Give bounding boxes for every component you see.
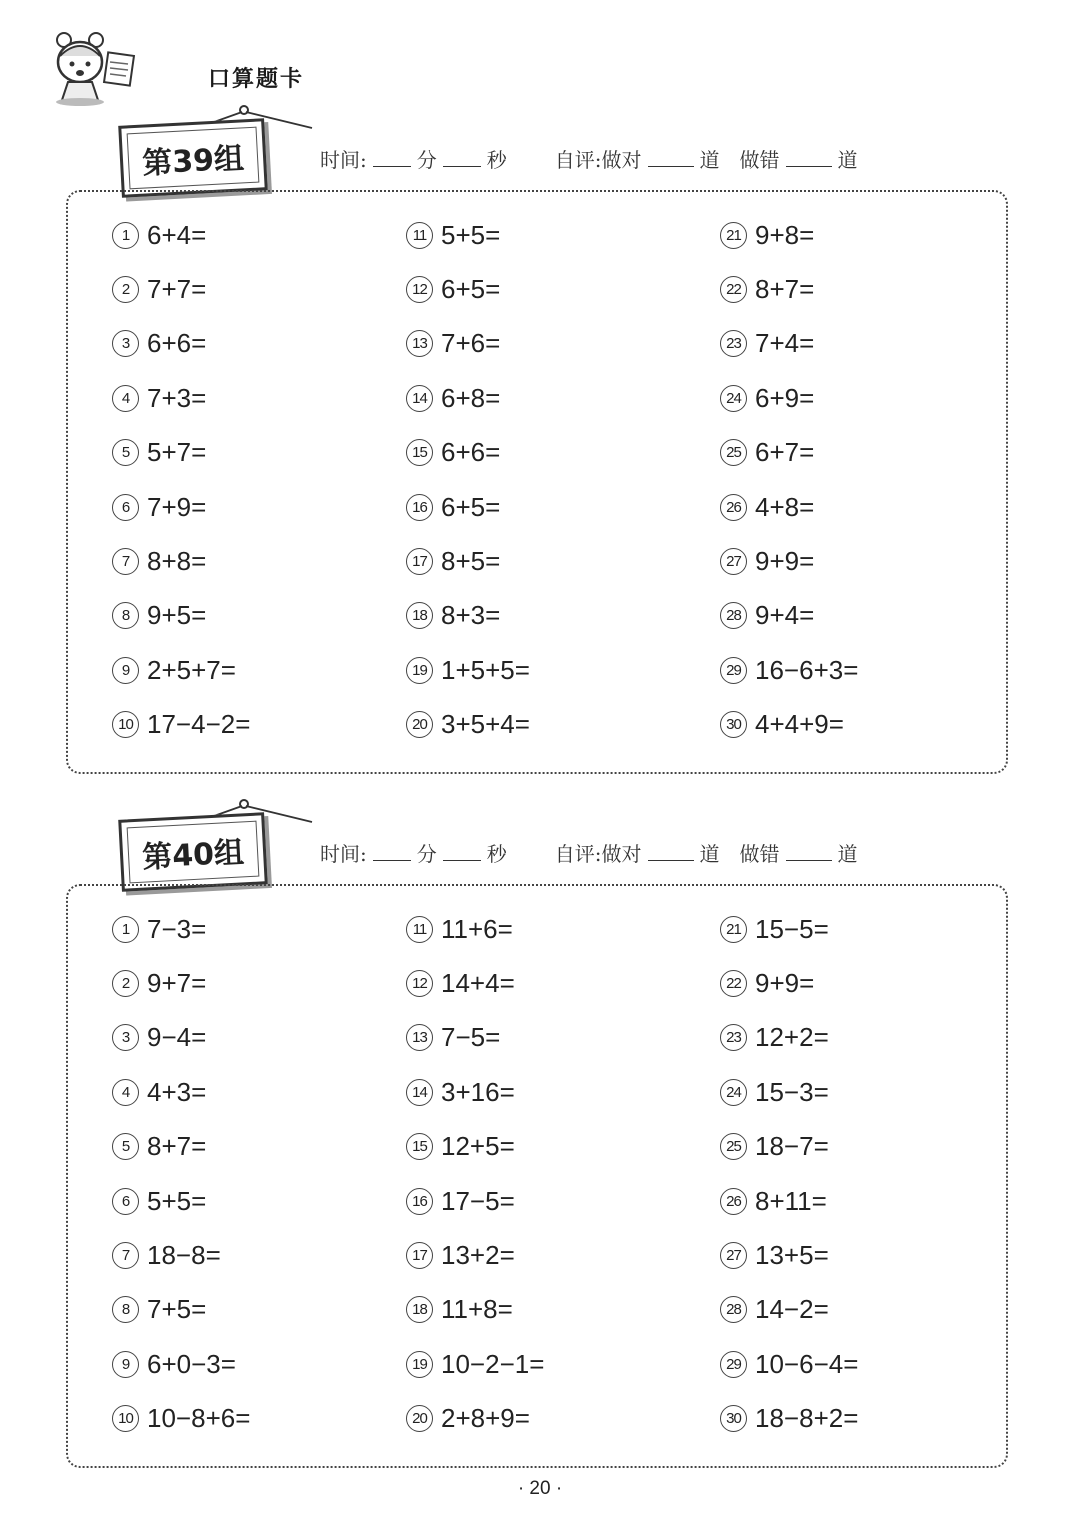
problem-number: 1	[112, 916, 139, 943]
problem-item	[406, 1065, 544, 1119]
wrong-label: 做错	[739, 842, 780, 866]
problem-expression: 4+8=	[755, 491, 815, 522]
problem-item	[720, 902, 858, 956]
problem-item	[720, 262, 858, 316]
problem-item	[406, 1283, 544, 1337]
problem-number: 29	[720, 1351, 747, 1378]
problem-item	[406, 1120, 544, 1174]
problem-number: 6	[112, 494, 139, 521]
problem-number: 16	[406, 494, 433, 521]
problem-column	[406, 208, 530, 752]
problem-expression: 4+3=	[147, 1076, 207, 1107]
problem-expression: 18−8=	[147, 1240, 221, 1271]
problem-item	[720, 643, 858, 697]
problem-number: 16	[406, 1188, 433, 1215]
self-eval-label: 自评:做对	[554, 842, 642, 866]
problem-expression: 11+8=	[441, 1294, 513, 1325]
problem-number: 5	[112, 439, 139, 466]
problem-expression: 7+7=	[147, 274, 207, 305]
problem-expression: 12+2=	[755, 1022, 829, 1053]
unit-label: 道	[699, 148, 720, 172]
problem-number: 15	[406, 439, 433, 466]
problem-expression: 4+4+9=	[755, 709, 844, 740]
problem-item	[406, 426, 530, 480]
problem-number: 10	[112, 1405, 139, 1432]
problem-item	[720, 208, 858, 262]
problem-expression: 8+3=	[441, 600, 501, 631]
problem-number: 2	[112, 970, 139, 997]
problem-item	[112, 371, 250, 425]
problem-number: 5	[112, 1133, 139, 1160]
problem-expression: 8+5=	[441, 546, 501, 577]
problem-item	[720, 317, 858, 371]
problem-number: 9	[112, 1351, 139, 1378]
problem-expression: 6+9=	[755, 382, 815, 413]
problem-column	[720, 902, 858, 1446]
seconds-blank[interactable]	[443, 844, 481, 861]
problem-item	[406, 1337, 544, 1391]
problem-number: 19	[406, 657, 433, 684]
problem-expression: 18−8+2=	[755, 1403, 859, 1434]
problem-item	[406, 262, 530, 316]
problem-expression: 2+5+7=	[147, 654, 236, 685]
problem-number: 22	[720, 276, 747, 303]
problem-item	[720, 1283, 858, 1337]
problem-expression: 17−5=	[441, 1185, 515, 1216]
problem-item	[406, 643, 530, 697]
time-label: 时间:	[320, 842, 367, 866]
problem-column	[112, 208, 250, 752]
problem-expression: 9+5=	[147, 600, 207, 631]
problem-item	[112, 1392, 250, 1446]
problem-column	[720, 208, 858, 752]
problem-item	[406, 480, 530, 534]
unit-label: 道	[699, 842, 720, 866]
page-number: · 20 ·	[517, 1478, 563, 1499]
problem-item	[406, 1011, 544, 1065]
problem-number: 14	[406, 1079, 433, 1106]
problem-item	[112, 1337, 250, 1391]
problem-expression: 12+5=	[441, 1131, 515, 1162]
problem-number: 6	[112, 1188, 139, 1215]
problem-number: 4	[112, 1079, 139, 1106]
problem-item	[112, 1283, 250, 1337]
problem-expression: 6+5=	[441, 274, 501, 305]
problem-item	[112, 317, 250, 371]
unit-label: 道	[837, 148, 858, 172]
group-title: 第39组	[127, 127, 260, 190]
problem-expression: 9+9=	[755, 546, 815, 577]
problem-expression: 8+11=	[755, 1185, 827, 1216]
problem-expression: 2+8+9=	[441, 1403, 530, 1434]
problem-expression: 6+8=	[441, 382, 501, 413]
problem-expression: 7+5=	[147, 1294, 207, 1325]
problem-item	[406, 1392, 544, 1446]
problem-number: 27	[720, 548, 747, 575]
time-label: 时间:	[320, 148, 367, 172]
problem-number: 11	[406, 916, 433, 943]
problem-number: 23	[720, 330, 747, 357]
problem-expression: 6+6=	[441, 437, 501, 468]
problem-item	[720, 480, 858, 534]
problem-item	[720, 698, 858, 752]
problem-number: 17	[406, 1242, 433, 1269]
problem-number: 21	[720, 222, 747, 249]
problem-expression: 6+0−3=	[147, 1348, 236, 1379]
problem-item	[112, 643, 250, 697]
girl-holding-card-icon	[48, 28, 140, 108]
problem-item	[720, 1120, 858, 1174]
problem-expression: 9−4=	[147, 1022, 207, 1053]
problem-number: 24	[720, 385, 747, 412]
problem-expression: 7−5=	[441, 1022, 501, 1053]
problem-item	[112, 208, 250, 262]
problem-number: 21	[720, 916, 747, 943]
problem-number: 23	[720, 1024, 747, 1051]
problem-number: 2	[112, 276, 139, 303]
problem-expression: 9+8=	[755, 219, 815, 250]
problem-number: 13	[406, 1024, 433, 1051]
problem-number: 10	[112, 711, 139, 738]
page-header	[48, 28, 448, 108]
problem-expression: 8+8=	[147, 546, 207, 577]
minute-label: 分	[416, 842, 437, 866]
problem-expression: 15−3=	[755, 1076, 829, 1107]
problem-expression: 6+5=	[441, 491, 501, 522]
problem-column	[406, 902, 544, 1446]
problem-expression: 10−2−1=	[441, 1348, 545, 1379]
problem-item	[720, 1011, 858, 1065]
wrong-blank[interactable]	[786, 844, 832, 861]
problem-number: 30	[720, 711, 747, 738]
problem-expression: 6+7=	[755, 437, 815, 468]
score-info	[320, 144, 858, 173]
problem-item	[406, 208, 530, 262]
problem-expression: 9+7=	[147, 968, 207, 999]
problem-number: 4	[112, 385, 139, 412]
group-title: 第40组	[127, 821, 260, 884]
problem-column	[112, 902, 250, 1446]
problem-number: 13	[406, 330, 433, 357]
problem-number: 29	[720, 657, 747, 684]
problem-expression: 10−8+6=	[147, 1403, 251, 1434]
problem-expression: 5+5=	[147, 1185, 207, 1216]
problem-number: 11	[406, 222, 433, 249]
problem-expression: 14+4=	[441, 968, 515, 999]
problem-expression: 17−4−2=	[147, 709, 251, 740]
problem-number: 22	[720, 970, 747, 997]
problem-number: 26	[720, 494, 747, 521]
problem-item	[406, 698, 530, 752]
problem-item	[720, 1337, 858, 1391]
problem-expression: 16−6+3=	[755, 654, 859, 685]
problem-item	[112, 1174, 250, 1228]
problem-item	[112, 262, 250, 316]
seconds-blank[interactable]	[443, 150, 481, 167]
problem-expression: 5+5=	[441, 219, 501, 250]
problem-number: 30	[720, 1405, 747, 1432]
problem-number: 26	[720, 1188, 747, 1215]
correct-blank[interactable]	[648, 150, 694, 167]
problem-item	[112, 1228, 250, 1282]
problem-box	[66, 884, 1008, 1468]
problem-item	[720, 426, 858, 480]
problem-number: 20	[406, 711, 433, 738]
problem-number: 12	[406, 276, 433, 303]
problem-item	[406, 1174, 544, 1228]
correct-blank[interactable]	[648, 844, 694, 861]
group-badge	[118, 812, 268, 892]
problem-item	[406, 902, 544, 956]
problem-number: 18	[406, 602, 433, 629]
problem-item	[112, 698, 250, 752]
problem-number: 17	[406, 548, 433, 575]
problem-item	[112, 480, 250, 534]
problem-item	[112, 1120, 250, 1174]
problem-number: 24	[720, 1079, 747, 1106]
problem-item	[406, 534, 530, 588]
wrong-label: 做错	[739, 148, 780, 172]
problem-number: 18	[406, 1296, 433, 1323]
problem-item	[720, 371, 858, 425]
problem-number: 15	[406, 1133, 433, 1160]
problem-expression: 9+9=	[755, 968, 815, 999]
problem-item	[720, 534, 858, 588]
problem-item	[406, 371, 530, 425]
problem-item	[720, 589, 858, 643]
problem-item	[720, 1065, 858, 1119]
problem-expression: 9+4=	[755, 600, 815, 631]
problem-expression: 13+5=	[755, 1240, 829, 1271]
score-info	[320, 838, 858, 867]
problem-item	[406, 956, 544, 1010]
problem-expression: 10−6−4=	[755, 1348, 859, 1379]
problem-number: 8	[112, 602, 139, 629]
minutes-blank[interactable]	[373, 150, 411, 167]
problem-number: 27	[720, 1242, 747, 1269]
problem-number: 1	[112, 222, 139, 249]
problem-expression: 7+3=	[147, 382, 207, 413]
problem-expression: 1+5+5=	[441, 654, 530, 685]
problem-number: 12	[406, 970, 433, 997]
problem-number: 28	[720, 602, 747, 629]
problem-item	[112, 426, 250, 480]
problem-item	[406, 317, 530, 371]
problem-number: 25	[720, 439, 747, 466]
problem-number: 3	[112, 330, 139, 357]
problem-item	[720, 1392, 858, 1446]
problem-number: 25	[720, 1133, 747, 1160]
problem-expression: 7+4=	[755, 328, 815, 359]
problem-item	[112, 589, 250, 643]
problem-item	[406, 1228, 544, 1282]
problem-item	[112, 956, 250, 1010]
problem-number: 3	[112, 1024, 139, 1051]
problem-number: 9	[112, 657, 139, 684]
page-title: 口算题卡	[208, 67, 305, 92]
minutes-blank[interactable]	[373, 844, 411, 861]
problem-number: 8	[112, 1296, 139, 1323]
problem-item	[112, 1011, 250, 1065]
problem-expression: 14−2=	[755, 1294, 829, 1325]
problem-number: 19	[406, 1351, 433, 1378]
problem-box	[66, 190, 1008, 774]
second-label: 秒	[486, 842, 507, 866]
minute-label: 分	[416, 148, 437, 172]
problem-expression: 7+9=	[147, 491, 207, 522]
problem-expression: 15−5=	[755, 913, 829, 944]
problem-expression: 11+6=	[441, 913, 513, 944]
problem-expression: 8+7=	[755, 274, 815, 305]
problem-expression: 3+5+4=	[441, 709, 530, 740]
problem-item	[720, 1174, 858, 1228]
problem-item	[112, 1065, 250, 1119]
problem-expression: 8+7=	[147, 1131, 207, 1162]
problem-expression: 6+4=	[147, 219, 207, 250]
problem-number: 28	[720, 1296, 747, 1323]
problem-expression: 5+7=	[147, 437, 207, 468]
problem-expression: 7−3=	[147, 913, 207, 944]
wrong-blank[interactable]	[786, 150, 832, 167]
problem-number: 14	[406, 385, 433, 412]
problem-item	[720, 956, 858, 1010]
problem-item	[112, 902, 250, 956]
problem-expression: 13+2=	[441, 1240, 515, 1271]
problem-number: 20	[406, 1405, 433, 1432]
group-badge	[118, 118, 268, 198]
problem-number: 7	[112, 1242, 139, 1269]
problem-number: 7	[112, 548, 139, 575]
unit-label: 道	[837, 842, 858, 866]
problem-expression: 18−7=	[755, 1131, 829, 1162]
second-label: 秒	[486, 148, 507, 172]
problem-item	[720, 1228, 858, 1282]
problem-expression: 6+6=	[147, 328, 207, 359]
self-eval-label: 自评:做对	[554, 148, 642, 172]
problem-expression: 7+6=	[441, 328, 501, 359]
problem-item	[406, 589, 530, 643]
problem-item	[112, 534, 250, 588]
problem-expression: 3+16=	[441, 1076, 515, 1107]
